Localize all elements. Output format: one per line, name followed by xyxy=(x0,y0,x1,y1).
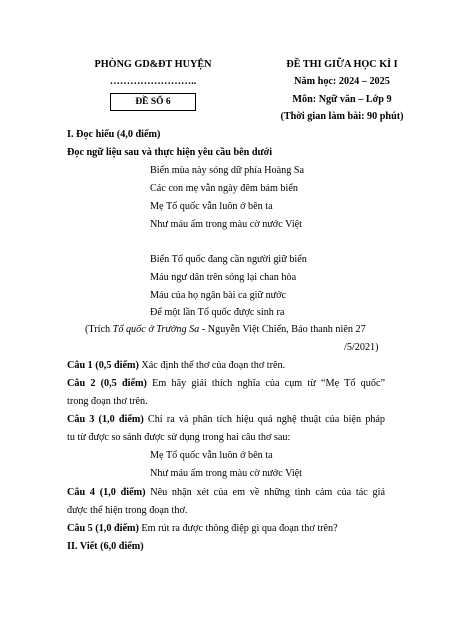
question-4-text: Nêu nhận xét của em về những tình cảm của tác giả xyxy=(145,487,385,498)
poem-line: Như máu ấm trong màu cờ nước Việt xyxy=(150,219,303,230)
question-5-text: Em rút ra được thông điệp gì qua đoạn thơ trên? xyxy=(138,523,338,534)
question-2-line-1 xyxy=(67,377,385,391)
quoted-poem-line: Mẹ Tổ quốc vẫn luôn ở bên ta xyxy=(150,450,273,461)
source-rest: - Nguyễn Việt Chiến, Báo thanh niên 27 xyxy=(199,324,366,335)
source-citation xyxy=(85,323,366,337)
question-5-label: Câu 5 (1,0 điểm) xyxy=(67,523,139,534)
source-date: /5/2021) xyxy=(344,342,379,353)
section-writing-heading: II. Viết (6,0 điểm) xyxy=(67,541,144,552)
district-placeholder: …………………….. xyxy=(109,76,197,87)
poem-line: Máu của họ ngân bài ca giữ nước xyxy=(150,290,287,301)
section-reading-heading: I. Đọc hiểu (4,0 điểm) xyxy=(67,129,161,140)
quoted-poem-line: Như máu ấm trong màu cờ nước Việt xyxy=(150,468,303,479)
question-1-label: Câu 1 (0,5 điểm) xyxy=(67,360,139,371)
exam-title: ĐỀ THI GIỮA HỌC KÌ I xyxy=(286,59,398,70)
time-limit: (Thời gian làm bài: 90 phút) xyxy=(280,111,404,122)
poem-line: Các con mẹ vẫn ngày đêm bám biển xyxy=(150,183,298,194)
poem-line: Biển mùa này sóng dữ phía Hoàng Sa xyxy=(150,165,305,176)
question-4-label: Câu 4 (1,0 điểm) xyxy=(67,487,146,498)
poem-line: Mẹ Tổ quốc vẫn luôn ở bên ta xyxy=(150,201,273,212)
question-1 xyxy=(67,359,285,373)
question-3-line-1 xyxy=(67,413,385,427)
question-5 xyxy=(67,522,338,536)
question-2-line-2: trong đoạn thơ trên. xyxy=(67,396,148,407)
question-2-label: Câu 2 (0,5 điểm) xyxy=(67,378,147,389)
poem-line: Để một lần Tổ quốc được sinh ra xyxy=(150,307,285,318)
source-title: Tổ quốc ở Trường Sa xyxy=(112,324,200,335)
question-1-text: Xác định thể thơ của đoạn thơ trên. xyxy=(138,360,286,371)
question-4-line-1 xyxy=(67,486,385,500)
question-3-text: Chỉ ra và phân tích hiệu quả nghệ thuật của biện pháp xyxy=(143,414,386,425)
reading-instruction: Đọc ngữ liệu sau và thực hiện yêu cầu bên dưới xyxy=(67,147,273,158)
question-3-label: Câu 3 (1,0 điểm) xyxy=(67,414,144,425)
poem-line: Máu ngư dân trên sóng lại chan hòa xyxy=(150,272,297,283)
question-3-line-2: tu từ được so sánh được sử dụng trong hai câu thơ sau: xyxy=(67,432,291,443)
school-year: Năm học: 2024 – 2025 xyxy=(294,76,390,87)
question-2-text: Em hãy giải thích nghĩa của cụm từ “Mẹ Tổ quốc” xyxy=(146,378,385,389)
question-4-line-2: được thể hiện trong đoạn thơ. xyxy=(67,505,188,516)
subject-grade: Môn: Ngữ văn – Lớp 9 xyxy=(292,94,392,105)
source-prefix: (Trích xyxy=(85,324,113,335)
exam-number-box: ĐỀ SỐ 6 xyxy=(110,93,196,111)
department-name: PHÒNG GD&ĐT HUYỆN xyxy=(94,59,212,70)
poem-line: Biển Tổ quốc đang cần người giữ biển xyxy=(150,254,307,265)
